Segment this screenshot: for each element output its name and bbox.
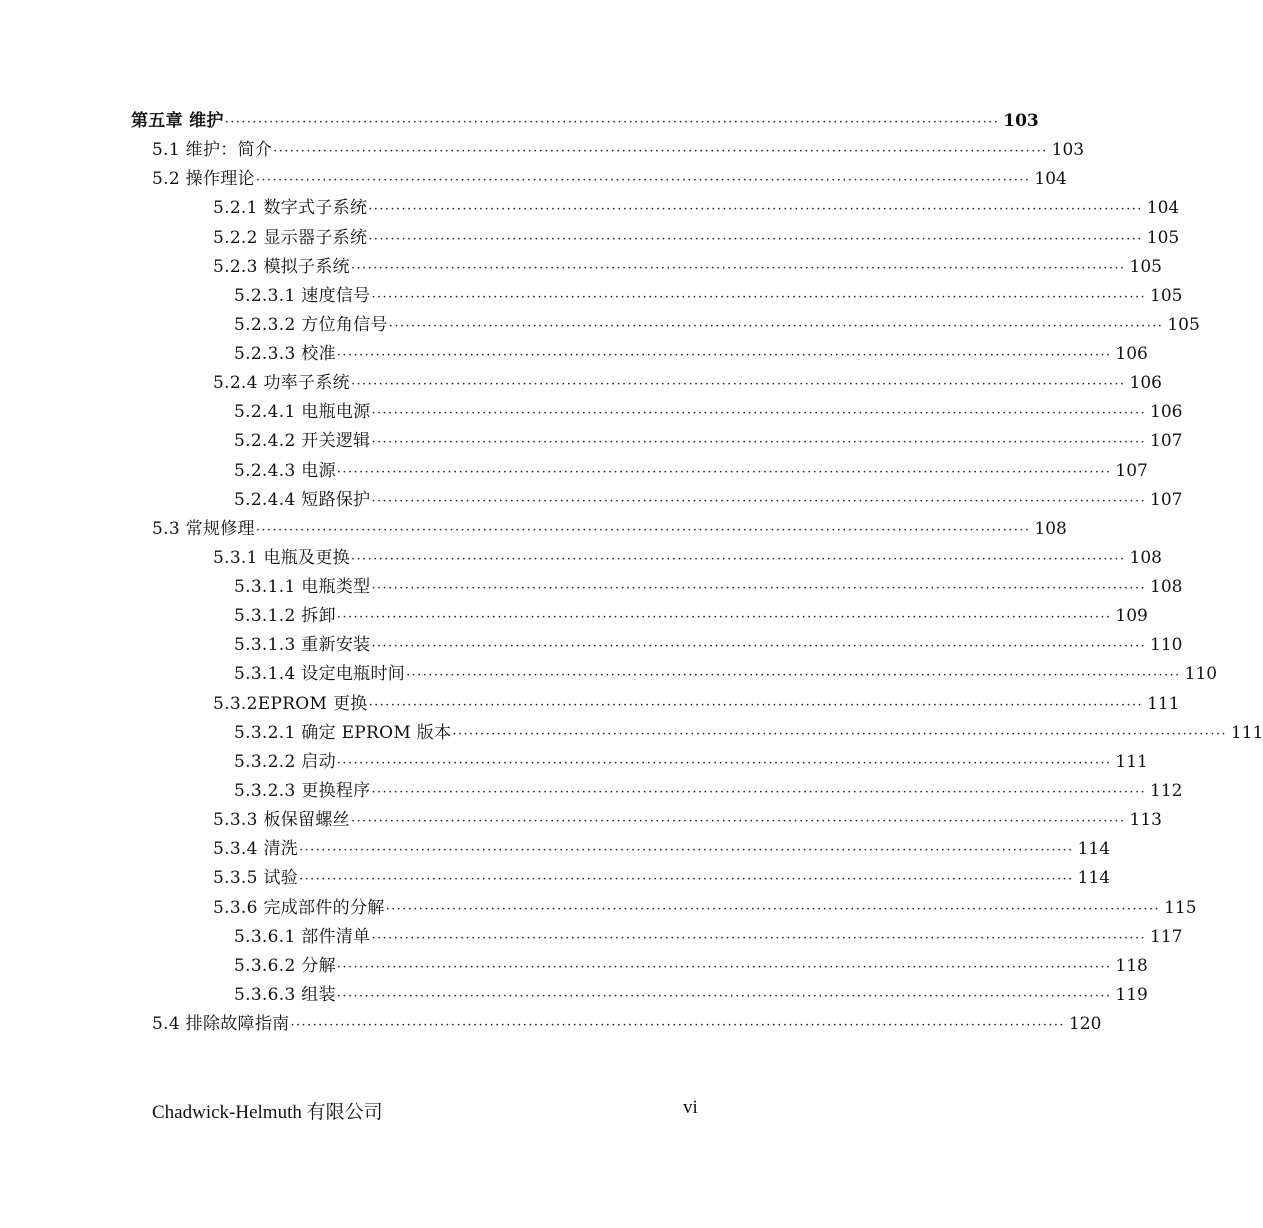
toc-entry-page: 115: [1164, 897, 1197, 918]
toc-entry-title: 5.4 排除故障指南: [152, 1014, 290, 1035]
toc-entry-page: 106: [1129, 373, 1162, 394]
toc-entry-title: 5.3.5 试验: [213, 868, 299, 889]
toc-entry[interactable]: [213, 253, 1162, 282]
toc-leader-dots: ············································································································································: [385, 901, 1161, 917]
toc-entry-page: 108: [1150, 577, 1183, 598]
toc-leader-dots: ············································································································································: [406, 668, 1181, 684]
toc-entry-title: 5.2.4.3 电源: [234, 460, 336, 481]
toc-leader-dots: ············································································································································: [368, 697, 1144, 713]
toc-leader-dots: ············································································································································: [336, 610, 1112, 626]
toc-entry-page: 106: [1115, 344, 1148, 365]
toc-leader-dots: ············································································································································: [273, 144, 1048, 160]
toc-entry[interactable]: [234, 486, 1183, 515]
toc-entry-title: 5.3.1.3 重新安装: [234, 635, 371, 656]
toc-entry-title: 5.2.4 功率子系统: [213, 373, 350, 394]
toc-entry-title: 5.3.3 板保留螺丝: [213, 810, 350, 831]
toc-entry[interactable]: [234, 602, 1148, 631]
toc-entry-title: 5.2.2 显示器子系统: [213, 227, 368, 248]
toc-leader-dots: ············································································································································: [350, 377, 1126, 393]
toc-entry-page: 118: [1115, 955, 1148, 976]
toc-entry-title: 5.3.1.2 拆卸: [234, 606, 336, 627]
toc-entry-title: 5.2 操作理论: [152, 169, 255, 190]
toc-entry[interactable]: [234, 631, 1183, 660]
toc-chapter-entry[interactable]: [131, 107, 1039, 136]
toc-leader-dots: ············································································································································: [336, 348, 1112, 364]
toc-leader-dots: ············································································································································: [371, 639, 1147, 655]
toc-entry[interactable]: [234, 282, 1183, 311]
toc-leader-dots: ············································································································································: [299, 872, 1074, 888]
toc-entry-title: 5.3.2.3 更换程序: [234, 780, 371, 801]
toc-entry[interactable]: [234, 660, 1218, 689]
toc-leader-dots: ············································································································································: [371, 930, 1147, 946]
toc-entry[interactable]: [234, 777, 1183, 806]
toc-leader-dots: ············································································································································: [224, 115, 1000, 130]
toc-entry-page: 108: [1129, 547, 1162, 568]
toc-entry[interactable]: [234, 748, 1148, 777]
toc-entry-title: 5.2.4.2 开关逻辑: [234, 431, 371, 452]
toc-entry-page: 105: [1167, 314, 1200, 335]
toc-entry-title: 5.2.3.2 方位角信号: [234, 314, 388, 335]
toc-entry[interactable]: [234, 457, 1148, 486]
toc-entry-page: 104: [1034, 169, 1067, 190]
toc-entry-page: 120: [1068, 1014, 1102, 1035]
toc-leader-dots: ············································································································································: [388, 318, 1164, 334]
toc-entry-page: 111: [1147, 693, 1180, 714]
toc-leader-dots: ············································································································································: [290, 1018, 1065, 1034]
toc-entry-page: 103: [1003, 111, 1039, 131]
toc-entry-page: 114: [1077, 868, 1111, 889]
toc-entry-page: 111: [1230, 722, 1263, 743]
toc-entry-page: 107: [1150, 489, 1183, 510]
toc-entry[interactable]: [152, 165, 1067, 194]
toc-entry[interactable]: [213, 835, 1111, 864]
toc-leader-dots: ············································································································································: [368, 202, 1143, 218]
toc-entry[interactable]: [213, 224, 1180, 253]
toc-entry-title: 5.3.4 清洗: [213, 839, 299, 860]
toc-leader-dots: ············································································································································: [299, 843, 1074, 859]
toc-entry-page: 105: [1129, 256, 1162, 277]
toc-entry[interactable]: [152, 136, 1085, 165]
toc-entry-page: 107: [1115, 460, 1148, 481]
toc-leader-dots: ············································································································································: [371, 581, 1147, 597]
toc-entry[interactable]: [152, 515, 1067, 544]
toc-entry-title: 5.2.3.3 校准: [234, 344, 336, 365]
toc-entry-title: 5.3.1 电瓶及更换: [213, 547, 350, 568]
toc-entry[interactable]: [234, 340, 1148, 369]
toc-leader-dots: ············································································································································: [255, 522, 1031, 538]
toc-entry-title: 5.2.4.4 短路保护: [234, 489, 371, 510]
toc-entry[interactable]: [234, 719, 1263, 748]
toc-entry-page: 117: [1150, 926, 1183, 947]
footer-company: Chadwick-Helmuth 有限公司: [152, 1102, 383, 1123]
toc-leader-dots: ············································································································································: [371, 435, 1147, 451]
toc-leader-dots: ············································································································································: [452, 726, 1227, 742]
toc-entry-page: 107: [1150, 431, 1183, 452]
toc-entry-page: 105: [1150, 285, 1183, 306]
toc-entry-page: 109: [1115, 606, 1148, 627]
toc-leader-dots: ············································································································································: [371, 784, 1147, 800]
toc-entry-title: 5.3.2.2 启动: [234, 751, 336, 772]
toc-entry-title: 5.3 常规修理: [152, 518, 255, 539]
toc-leader-dots: ············································································································································: [350, 551, 1126, 567]
toc-entry-page: 111: [1115, 751, 1148, 772]
toc-leader-dots: ············································································································································: [336, 464, 1112, 480]
toc-entry[interactable]: [152, 1010, 1102, 1039]
toc-entry-title: 5.3.2EPROM 更换: [213, 693, 368, 714]
toc-leader-dots: ············································································································································: [350, 260, 1126, 276]
toc-entry[interactable]: [213, 369, 1162, 398]
toc-entry-page: 112: [1150, 780, 1183, 801]
toc-entry-page: 110: [1184, 664, 1218, 685]
toc-entry[interactable]: [213, 194, 1180, 223]
toc-leader-dots: ············································································································································: [368, 231, 1143, 247]
toc-leader-dots: ············································································································································: [336, 959, 1112, 975]
toc-entry[interactable]: [213, 690, 1180, 719]
toc-entry-title: 5.3.6.3 组装: [234, 984, 336, 1005]
toc-entry-page: 110: [1150, 635, 1183, 656]
toc-entry[interactable]: [213, 544, 1162, 573]
toc-entry[interactable]: [234, 573, 1183, 602]
toc-leader-dots: ············································································································································: [371, 406, 1147, 422]
footer-page-number: vi: [683, 1097, 698, 1118]
toc-entry-title: 5.1 维护：简介: [152, 140, 273, 161]
toc-entry[interactable]: [213, 806, 1162, 835]
toc-entry-title: 5.2.3 模拟子系统: [213, 256, 350, 277]
toc-entry-page: 106: [1150, 402, 1183, 423]
toc-leader-dots: ············································································································································: [255, 173, 1031, 189]
toc-entry-page: 108: [1034, 518, 1067, 539]
toc-entry-title: 5.3.1.1 电瓶类型: [234, 577, 371, 598]
toc-entry-title: 5.3.6.2 分解: [234, 955, 336, 976]
toc-entry[interactable]: [213, 894, 1197, 923]
toc-entry[interactable]: [234, 311, 1200, 340]
toc-leader-dots: ············································································································································: [336, 988, 1112, 1004]
toc-entry[interactable]: [234, 923, 1183, 952]
toc-entry-page: 103: [1051, 140, 1085, 161]
toc-entry[interactable]: [234, 427, 1183, 456]
toc-leader-dots: ············································································································································: [336, 755, 1112, 771]
toc-entry[interactable]: [234, 981, 1148, 1010]
toc-entry[interactable]: [234, 952, 1148, 981]
toc-entry-title: 5.3.2.1 确定 EPROM 版本: [234, 722, 452, 743]
toc-entry-page: 114: [1077, 839, 1111, 860]
toc-entry-page: 113: [1129, 810, 1162, 831]
toc-entry-title: 5.2.1 数字式子系统: [213, 198, 368, 219]
toc-entry-title: 第五章 维护: [131, 111, 224, 131]
toc-entry-title: 5.3.1.4 设定电瓶时间: [234, 664, 406, 685]
toc-entry-title: 5.2.4.1 电瓶电源: [234, 402, 371, 423]
toc-entry-title: 5.3.6 完成部件的分解: [213, 897, 385, 918]
toc-entry-page: 104: [1146, 198, 1180, 219]
toc-entry-page: 119: [1115, 984, 1148, 1005]
toc-entry[interactable]: [234, 398, 1183, 427]
toc-leader-dots: ············································································································································: [350, 814, 1126, 830]
toc-leader-dots: ············································································································································: [371, 289, 1147, 305]
toc-entry-title: 5.3.6.1 部件清单: [234, 926, 371, 947]
toc-entry-page: 105: [1146, 227, 1180, 248]
toc-entry-title: 5.2.3.1 速度信号: [234, 285, 371, 306]
toc-entry[interactable]: [213, 864, 1111, 893]
toc-leader-dots: ············································································································································: [371, 493, 1147, 509]
